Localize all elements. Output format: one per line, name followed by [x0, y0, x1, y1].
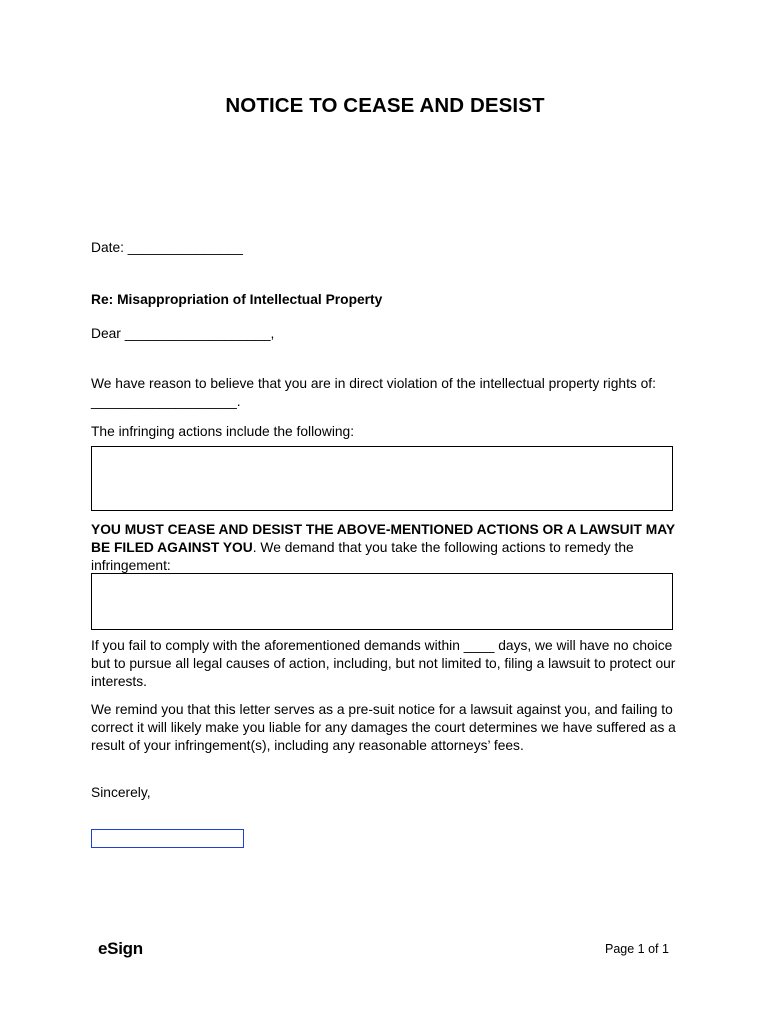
remedy-actions-field[interactable] — [91, 573, 673, 630]
closing-line: Sincerely, — [91, 785, 151, 800]
failure-paragraph: If you fail to comply with the aforementioned demands within ____ days, we will have no choice but to pursue all legal causes of action, including, but not limited to, filing a lawsuit to protect our interests. — [91, 638, 676, 689]
esign-logo: eSign — [98, 939, 143, 958]
document-title: NOTICE TO CEASE AND DESIST — [225, 94, 545, 117]
cease-paragraph — [91, 521, 686, 575]
infringing-actions-label: The infringing actions include the following: — [91, 424, 355, 439]
date-line: Date: _______________ — [91, 240, 243, 255]
signature-field[interactable] — [91, 829, 244, 848]
cease-warning: YOU MUST CEASE AND DESIST THE ABOVE-MENTIONED ACTIONS OR A LAWSUIT MAY BE FILED AGAINST YOU — [91, 522, 675, 555]
re-line: Re: Misappropriation of Intellectual Property — [91, 292, 383, 307]
salutation-line: Dear ___________________, — [91, 326, 275, 341]
page-number: Page 1 of 1 — [605, 942, 669, 956]
cease-demand: . We demand that you take the following actions to remedy the infringement: — [91, 540, 634, 573]
reminder-paragraph: We remind you that this letter serves as a pre-suit notice for a lawsuit against you, and failing to correct it will likely make you liable for any damages the court determines we have suffered as a result of your infringement(s), including any reasonable attorneys’ fees. — [91, 702, 676, 753]
infringing-actions-field[interactable] — [91, 446, 673, 511]
reason-paragraph: We have reason to believe that you are in direct violation of the intellectual property rights of: ___________________. — [91, 376, 656, 409]
